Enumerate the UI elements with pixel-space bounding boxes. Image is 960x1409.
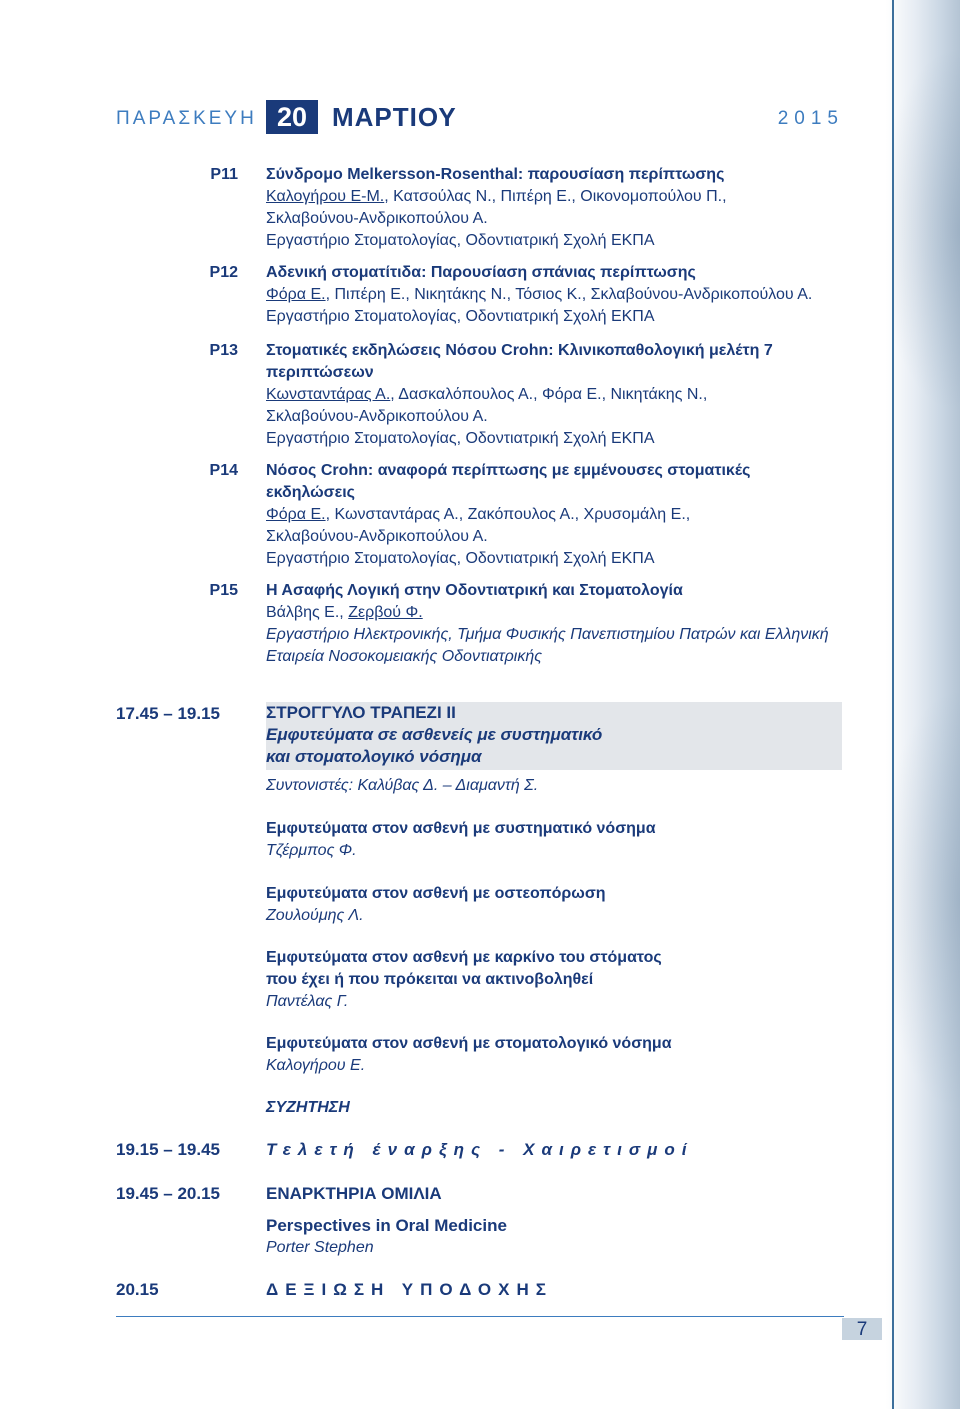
affiliation-continued: Εταιρεία Νοσοκομειακής Οδοντιατρικής xyxy=(266,648,542,665)
talk-title: Εμφυτεύματα στον ασθενή με καρκίνο του στόματος xyxy=(266,949,662,966)
authors: , Κατσούλας Ν., Πιπέρη Ε., Οικονομοπούλου Π., xyxy=(384,188,727,205)
footer-rule xyxy=(116,1316,844,1317)
talk-speaker: Παντέλας Γ. xyxy=(266,993,349,1010)
poster-entry xyxy=(266,460,846,570)
reception-title: ΔΕΞΙΩΣΗ ΥΠΟΔΟΧΗΣ xyxy=(266,1280,553,1299)
session-subtitle-continued: και στοματολογικό νόσημα xyxy=(266,747,482,766)
poster-entry xyxy=(266,340,846,450)
affiliation: Εργαστήριο Στοματολογίας, Οδοντιατρική Σχολή ΕΚΠΑ xyxy=(266,308,655,325)
page-header xyxy=(116,100,844,140)
affiliation: Εργαστήριο Στοματολογίας, Οδοντιατρική Σχολή ΕΚΠΑ xyxy=(266,550,655,567)
lecture-entry xyxy=(266,1183,846,1259)
poster-title: Σύνδρομο Melkersson-Rosenthal: παρουσίαση περίπτωσης xyxy=(266,166,725,183)
opening-ceremony-title: Τελετή έναρξης - Χαιρετισμοί xyxy=(266,1140,694,1159)
session-time: 19.45 – 20.15 xyxy=(116,1184,220,1203)
poster-id: P15 xyxy=(209,582,238,599)
authors-continued: Σκλαβούνου-Ανδρικοπούλου Α. xyxy=(266,408,488,425)
poster-id: P13 xyxy=(209,342,238,359)
talk-speaker: Τζέρμπος Φ. xyxy=(266,842,357,859)
poster-id: P11 xyxy=(210,166,238,183)
header-date-box: 20 xyxy=(266,100,318,134)
talk xyxy=(266,1033,846,1077)
session-time: 20.15 xyxy=(116,1280,159,1299)
header-year: 2015 xyxy=(777,108,844,129)
authors-continued: Σκλαβούνου-Ανδρικοπούλου Α. xyxy=(266,528,488,545)
talk-title: Εμφυτεύματα στον ασθενή με συστηματικό νόσημα xyxy=(266,820,656,837)
presenting-author: Ζερβού Φ. xyxy=(348,604,423,621)
poster-id: P12 xyxy=(209,264,238,281)
poster-entry xyxy=(266,580,846,668)
first-author: Φόρα Ε. xyxy=(266,506,326,523)
poster-id: P14 xyxy=(209,462,238,479)
authors: , Δασκαλόπουλος Α., Φόρα Ε., Νικητάκης Ν., xyxy=(390,386,708,403)
talk-title-continued: που έχει ή που πρόκειται να ακτινοβοληθεί xyxy=(266,971,594,988)
talk xyxy=(266,818,846,862)
session-time: 17.45 – 19.15 xyxy=(116,704,220,723)
poster-title-continued: εκδηλώσεις xyxy=(266,484,355,501)
authors: , Πιπέρη Ε., Νικητάκης Ν., Τόσιος Κ., Σκλαβούνου-Ανδρικοπούλου Α. xyxy=(325,286,813,303)
poster-title: Αδενική στοματίτιδα: Παρουσίαση σπάνιας περίπτωσης xyxy=(266,264,696,281)
affiliation: Εργαστήριο Στοματολογίας, Οδοντιατρική Σχολή ΕΚΠΑ xyxy=(266,232,655,249)
authors: Βάλβης Ε., xyxy=(266,604,349,621)
first-author: Κωνσταντάρας Α. xyxy=(266,386,391,403)
poster-title: Η Ασαφής Λογική στην Οδοντιατρική και Στοματολογία xyxy=(266,582,683,599)
first-author: Φόρα Ε. xyxy=(266,286,326,303)
roundtable-heading xyxy=(266,702,842,770)
session-title: ΣΤΡΟΓΓΥΛΟ ΤΡΑΠΕΖΙ ΙΙ xyxy=(266,703,456,722)
lecture-talk: Perspectives in Oral Medicine xyxy=(266,1216,507,1235)
talk-title: Εμφυτεύματα στον ασθενή με οστεοπόρωση xyxy=(266,885,606,902)
decorative-edge-image xyxy=(886,0,960,1409)
authors: , Κωνσταντάρας Α., Ζακόπουλος Α., Χρυσομάλη Ε., xyxy=(325,506,691,523)
session-subtitle: Εμφυτεύματα σε ασθενείς με συστηματικό xyxy=(266,725,603,744)
talk-title: Εμφυτεύματα στον ασθενή με στοματολογικό νόσημα xyxy=(266,1035,672,1052)
talk xyxy=(266,947,846,1013)
poster-entry xyxy=(266,262,846,328)
lecture-speaker: Porter Stephen xyxy=(266,1239,374,1256)
coordinators: Συντονιστές: Καλύβας Δ. – Διαμαντή Σ. xyxy=(266,777,539,794)
poster-entry xyxy=(266,164,846,252)
poster-title: Νόσος Crohn: αναφορά περίπτωσης με εμμένουσες στοματικές xyxy=(266,462,751,479)
header-day: ΠΑΡΑΣΚΕΥΗ xyxy=(116,108,257,129)
session-time: 19.15 – 19.45 xyxy=(116,1140,220,1159)
talk-speaker: Ζουλούμης Λ. xyxy=(266,907,364,924)
header-month: ΜΑΡΤΙΟΥ xyxy=(332,102,457,132)
page-number: 7 xyxy=(842,1318,882,1340)
affiliation: Εργαστήριο Στοματολογίας, Οδοντιατρική Σχολή ΕΚΠΑ xyxy=(266,430,655,447)
talk xyxy=(266,883,846,927)
poster-title-continued: περιπτώσεων xyxy=(266,364,374,381)
first-author: Καλογήρου Ε-Μ. xyxy=(266,188,385,205)
affiliation: Εργαστήριο Ηλεκτρονικής, Τμήμα Φυσικής Πανεπιστημίου Πατρών και Ελληνική xyxy=(266,626,829,643)
authors-continued: Σκλαβούνου-Ανδρικοπούλου Α. xyxy=(266,210,488,227)
talk-speaker: Καλογήρου Ε. xyxy=(266,1057,366,1074)
poster-title: Στοματικές εκδηλώσεις Νόσου Crohn: Κλινικοπαθολογική μελέτη 7 xyxy=(266,342,773,359)
lecture-title: ΕΝΑΡΚΤΗΡΙΑ ΟΜΙΛΙΑ xyxy=(266,1184,442,1203)
discussion: ΣΥΖΗΤΗΣΗ xyxy=(266,1099,350,1116)
